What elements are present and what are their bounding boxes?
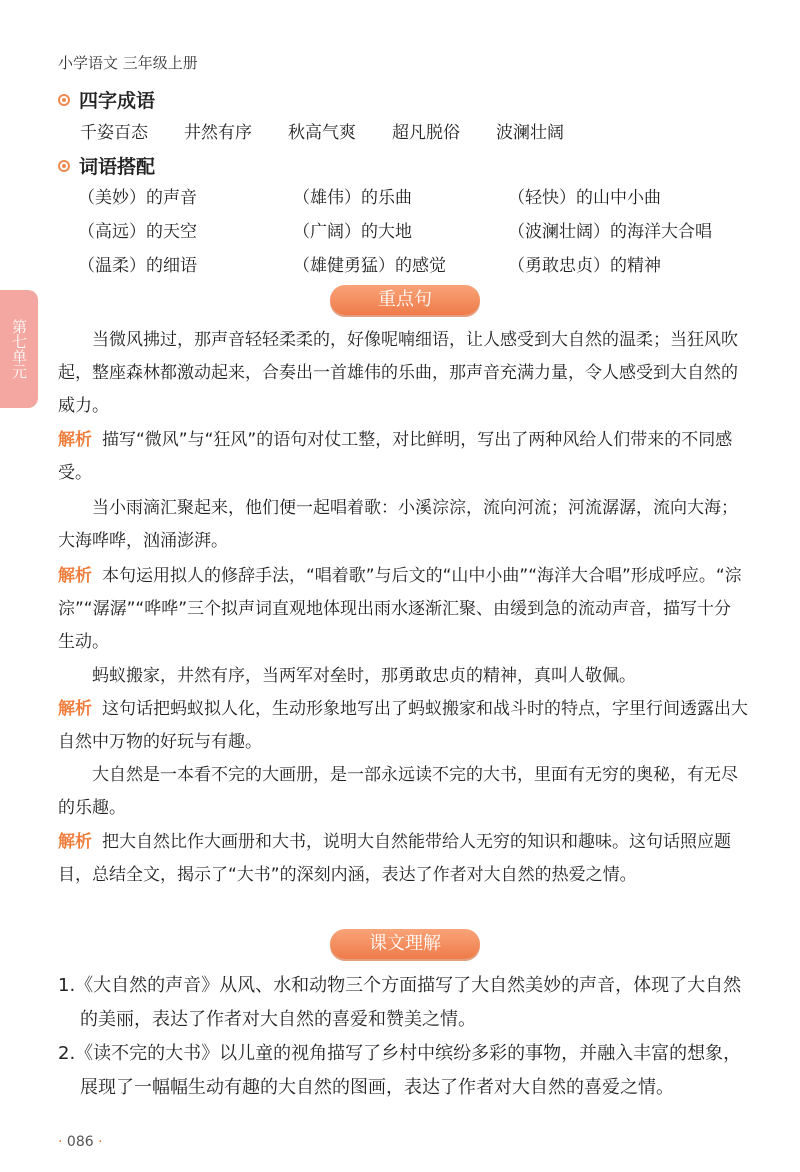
idiom-item: 超凡脱俗	[392, 123, 460, 143]
collocation-row	[78, 249, 723, 283]
understanding-item: 1.《大自然的声音》从风、水和动物三个方面描写了大自然美妙的声音，体现了大自然的美丽，表达了作者对大自然的喜爱和赞美之情。	[58, 975, 742, 1030]
collocation-grid	[78, 181, 723, 283]
understanding-item: 2.《读不完的大书》以儿童的视角描写了乡村中缤纷多彩的事物，并融入丰富的想象，展现了一幅幅生动有趣的大自然的图画，表达了作者对大自然的喜爱之情。	[58, 1043, 742, 1098]
page-number-text: 086	[66, 1134, 94, 1150]
collocation-cell: （雄伟）的乐曲	[293, 188, 412, 208]
analysis-text: 这句话把蚂蚁拟人化，生动形象地写出了蚂蚁搬家和战斗时的特点，字里行间透露出大自然中万物的好玩与有趣。	[58, 699, 748, 752]
key-sentence-quote: 当小雨滴汇聚起来，他们便一起唱着歌：小溪淙淙，流向河流；河流潺潺，流向大海；大海哗哗，汹涌澎湃。	[58, 498, 738, 551]
idiom-item: 千姿百态	[80, 123, 148, 143]
collocation-cell: （广阔）的大地	[293, 222, 412, 242]
collocation-cell: （波澜壮阔）的海洋大合唱	[508, 222, 712, 242]
analysis-paragraph	[58, 693, 748, 759]
collocations-heading-text: 词语搭配	[79, 156, 156, 178]
analysis-tag: 解析	[58, 699, 92, 719]
collocation-cell: （雄健勇猛）的感觉	[293, 256, 446, 276]
key-sentence-quote: 蚂蚁搬家，井然有序，当两军对垒时，那勇敢忠贞的精神，真叫人敬佩。	[92, 666, 636, 686]
idioms-heading-text: 四字成语	[79, 90, 156, 112]
collocation-cell: （美妙）的声音	[78, 188, 197, 208]
analysis-paragraph	[58, 826, 748, 892]
key-sentences-ribbon: 重点句	[330, 285, 480, 315]
unit-side-tab: 第七单元	[0, 290, 38, 408]
collocation-row	[78, 181, 723, 215]
ring-bullet-icon	[58, 94, 70, 106]
analysis-paragraph	[58, 560, 748, 659]
analysis-text: 把大自然比作大画册和大书，说明大自然能带给人无穷的知识和趣味。这句话照应题目，总结全文，揭示了“大书”的深刻内涵，表达了作者对大自然的热爱之情。	[58, 832, 731, 885]
idiom-item: 波澜壮阔	[496, 123, 564, 143]
collocation-cell: （勇敢忠贞）的精神	[508, 256, 661, 276]
analysis-tag: 解析	[58, 566, 92, 586]
key-sentence-quote: 当微风拂过，那声音轻轻柔柔的，好像呢喃细语，让人感受到大自然的温柔；当狂风吹起，整座森林都激动起来，合奏出一首雄伟的乐曲，那声音充满力量，令人感受到大自然的威力。	[58, 330, 738, 416]
idioms-heading	[58, 86, 155, 113]
collocation-cell: （高远）的天空	[78, 222, 197, 242]
analysis-text: 描写“微风”与“狂风”的语句对仗工整，对比鲜明，写出了两种风给人们带来的不同感受。	[58, 430, 733, 483]
analysis-tag: 解析	[58, 430, 92, 450]
ring-bullet-icon	[58, 160, 70, 172]
analysis-paragraph	[58, 424, 748, 490]
idiom-list	[80, 118, 600, 143]
book-title: 小学语文 三年级上册	[58, 54, 198, 72]
collocation-row	[78, 215, 723, 249]
analysis-text: 本句运用拟人的修辞手法，“唱着歌”与后文的“山中小曲”“海洋大合唱”形成呼应。“淙淙”“潺潺”“哗哗”三个拟声词直观地体现出雨水逐渐汇聚、由缓到急的流动声音，描写十分生动。	[58, 566, 742, 652]
collocations-heading	[58, 152, 155, 179]
understanding-ribbon: 课文理解	[330, 929, 480, 959]
key-sentence-quote: 大自然是一本看不完的大画册，是一部永远读不完的大书，里面有无穷的奥秘，有无尽的乐趣。	[58, 765, 738, 818]
collocation-cell: （温柔）的细语	[78, 256, 197, 276]
page-number: · 086 ·	[58, 1134, 103, 1150]
idiom-item: 井然有序	[184, 123, 252, 143]
collocation-cell: （轻快）的山中小曲	[508, 188, 661, 208]
analysis-tag: 解析	[58, 832, 92, 852]
idiom-item: 秋高气爽	[288, 123, 356, 143]
